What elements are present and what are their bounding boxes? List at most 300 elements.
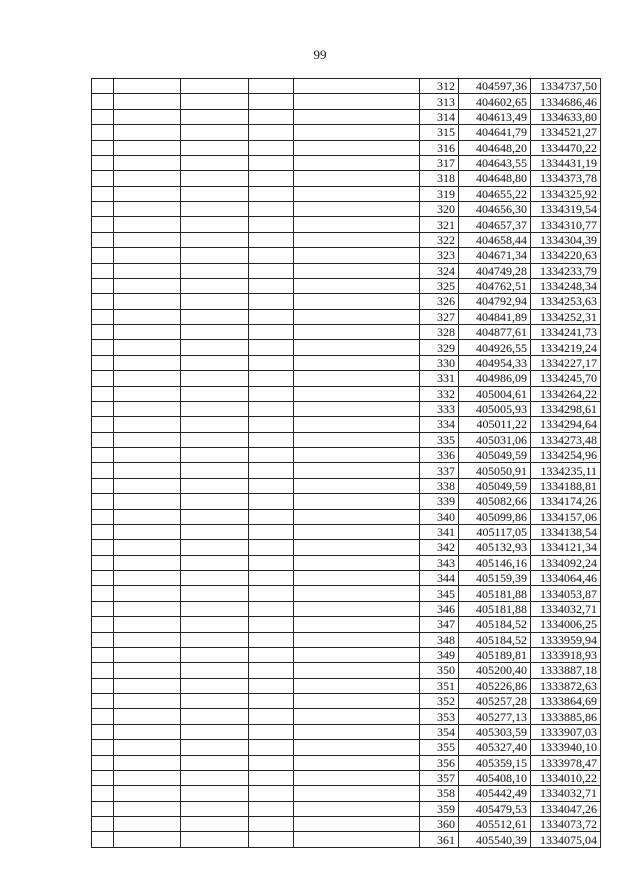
empty-cell xyxy=(249,79,294,94)
empty-cell xyxy=(181,678,249,693)
empty-cell xyxy=(181,448,249,463)
x-coordinate-cell: 404986,09 xyxy=(459,371,531,386)
y-coordinate-cell: 1334248,34 xyxy=(531,278,601,293)
point-number-cell: 312 xyxy=(420,79,459,94)
empty-cell xyxy=(92,217,114,232)
y-coordinate-cell: 1334010,22 xyxy=(531,770,601,785)
point-number-cell: 316 xyxy=(420,140,459,155)
x-coordinate-cell: 404655,22 xyxy=(459,186,531,201)
empty-cell xyxy=(181,202,249,217)
empty-cell xyxy=(92,586,114,601)
empty-cell xyxy=(114,463,181,478)
empty-cell xyxy=(114,448,181,463)
empty-cell xyxy=(181,94,249,109)
empty-cell xyxy=(294,401,420,416)
empty-cell xyxy=(249,755,294,770)
empty-cell xyxy=(114,94,181,109)
point-number-cell: 324 xyxy=(420,263,459,278)
empty-cell xyxy=(294,801,420,816)
point-number-cell: 337 xyxy=(420,463,459,478)
empty-cell xyxy=(92,463,114,478)
empty-cell xyxy=(294,509,420,524)
empty-cell xyxy=(114,401,181,416)
x-coordinate-cell: 405049,59 xyxy=(459,448,531,463)
empty-cell xyxy=(181,417,249,432)
point-number-cell: 328 xyxy=(420,325,459,340)
empty-cell xyxy=(294,663,420,678)
table-row xyxy=(92,417,601,432)
empty-cell xyxy=(249,309,294,324)
empty-cell xyxy=(92,294,114,309)
empty-cell xyxy=(114,155,181,170)
empty-cell xyxy=(92,740,114,755)
empty-cell xyxy=(92,694,114,709)
empty-cell xyxy=(294,171,420,186)
empty-cell xyxy=(181,79,249,94)
y-coordinate-cell: 1334737,50 xyxy=(531,79,601,94)
empty-cell xyxy=(294,540,420,555)
empty-cell xyxy=(249,386,294,401)
y-coordinate-cell: 1334264,22 xyxy=(531,386,601,401)
table-row xyxy=(92,94,601,109)
y-coordinate-cell: 1334138,54 xyxy=(531,524,601,539)
empty-cell xyxy=(249,340,294,355)
empty-cell xyxy=(181,817,249,832)
empty-cell xyxy=(249,94,294,109)
x-coordinate-cell: 405050,91 xyxy=(459,463,531,478)
table-row xyxy=(92,740,601,755)
empty-cell xyxy=(249,617,294,632)
y-coordinate-cell: 1334047,26 xyxy=(531,801,601,816)
table-row xyxy=(92,817,601,832)
table-row xyxy=(92,678,601,693)
empty-cell xyxy=(249,586,294,601)
empty-cell xyxy=(181,617,249,632)
y-coordinate-cell: 1334298,61 xyxy=(531,401,601,416)
empty-cell xyxy=(92,617,114,632)
y-coordinate-cell: 1334157,06 xyxy=(531,509,601,524)
empty-cell xyxy=(114,109,181,124)
x-coordinate-cell: 404926,55 xyxy=(459,340,531,355)
empty-cell xyxy=(114,755,181,770)
empty-cell xyxy=(294,248,420,263)
empty-cell xyxy=(114,555,181,570)
empty-cell xyxy=(249,140,294,155)
empty-cell xyxy=(181,463,249,478)
empty-cell xyxy=(114,248,181,263)
empty-cell xyxy=(114,79,181,94)
empty-cell xyxy=(181,509,249,524)
x-coordinate-cell: 404877,61 xyxy=(459,325,531,340)
empty-cell xyxy=(294,632,420,647)
empty-cell xyxy=(181,632,249,647)
x-coordinate-cell: 405005,93 xyxy=(459,401,531,416)
point-number-cell: 326 xyxy=(420,294,459,309)
x-coordinate-cell: 405099,86 xyxy=(459,509,531,524)
empty-cell xyxy=(114,355,181,370)
y-coordinate-cell: 1334073,72 xyxy=(531,817,601,832)
table-row xyxy=(92,755,601,770)
table-row xyxy=(92,401,601,416)
x-coordinate-cell: 405257,28 xyxy=(459,694,531,709)
empty-cell xyxy=(249,494,294,509)
empty-cell xyxy=(294,571,420,586)
y-coordinate-cell: 1334075,04 xyxy=(531,832,601,847)
empty-cell xyxy=(249,678,294,693)
y-coordinate-cell: 1334053,87 xyxy=(531,586,601,601)
empty-cell xyxy=(294,340,420,355)
empty-cell xyxy=(114,386,181,401)
y-coordinate-cell: 1334273,48 xyxy=(531,432,601,447)
empty-cell xyxy=(249,770,294,785)
y-coordinate-cell: 1334319,54 xyxy=(531,202,601,217)
coordinates-table xyxy=(91,78,601,848)
empty-cell xyxy=(181,801,249,816)
empty-cell xyxy=(294,709,420,724)
empty-cell xyxy=(294,832,420,847)
empty-cell xyxy=(114,601,181,616)
x-coordinate-cell: 404792,94 xyxy=(459,294,531,309)
x-coordinate-cell: 405277,13 xyxy=(459,709,531,724)
point-number-cell: 339 xyxy=(420,494,459,509)
empty-cell xyxy=(294,94,420,109)
x-coordinate-cell: 405408,10 xyxy=(459,770,531,785)
empty-cell xyxy=(294,125,420,140)
empty-cell xyxy=(249,632,294,647)
table-row xyxy=(92,571,601,586)
table-row xyxy=(92,340,601,355)
x-coordinate-cell: 404658,44 xyxy=(459,232,531,247)
y-coordinate-cell: 1333887,18 xyxy=(531,663,601,678)
empty-cell xyxy=(181,125,249,140)
y-coordinate-cell: 1334252,31 xyxy=(531,309,601,324)
empty-cell xyxy=(294,601,420,616)
table-row xyxy=(92,663,601,678)
empty-cell xyxy=(249,325,294,340)
empty-cell xyxy=(294,494,420,509)
empty-cell xyxy=(114,647,181,662)
y-coordinate-cell: 1333918,93 xyxy=(531,647,601,662)
table-row xyxy=(92,278,601,293)
table-row xyxy=(92,724,601,739)
empty-cell xyxy=(92,278,114,293)
empty-cell xyxy=(249,278,294,293)
empty-cell xyxy=(249,663,294,678)
point-number-cell: 330 xyxy=(420,355,459,370)
x-coordinate-cell: 405004,61 xyxy=(459,386,531,401)
empty-cell xyxy=(92,140,114,155)
coordinates-table-body xyxy=(92,79,601,848)
empty-cell xyxy=(92,448,114,463)
empty-cell xyxy=(181,340,249,355)
empty-cell xyxy=(92,632,114,647)
empty-cell xyxy=(294,647,420,662)
x-coordinate-cell: 404597,36 xyxy=(459,79,531,94)
empty-cell xyxy=(92,817,114,832)
x-coordinate-cell: 405303,59 xyxy=(459,724,531,739)
table-row xyxy=(92,432,601,447)
empty-cell xyxy=(92,601,114,616)
x-coordinate-cell: 405359,15 xyxy=(459,755,531,770)
table-row xyxy=(92,186,601,201)
x-coordinate-cell: 404841,89 xyxy=(459,309,531,324)
empty-cell xyxy=(181,647,249,662)
empty-cell xyxy=(249,740,294,755)
x-coordinate-cell: 405479,53 xyxy=(459,801,531,816)
x-coordinate-cell: 405159,39 xyxy=(459,571,531,586)
x-coordinate-cell: 405512,61 xyxy=(459,817,531,832)
empty-cell xyxy=(181,601,249,616)
empty-cell xyxy=(92,401,114,416)
empty-cell xyxy=(114,140,181,155)
empty-cell xyxy=(92,801,114,816)
point-number-cell: 318 xyxy=(420,171,459,186)
table-row xyxy=(92,463,601,478)
empty-cell xyxy=(114,125,181,140)
point-number-cell: 345 xyxy=(420,586,459,601)
y-coordinate-cell: 1334245,70 xyxy=(531,371,601,386)
empty-cell xyxy=(181,294,249,309)
point-number-cell: 344 xyxy=(420,571,459,586)
table-row xyxy=(92,555,601,570)
y-coordinate-cell: 1334064,46 xyxy=(531,571,601,586)
empty-cell xyxy=(92,678,114,693)
empty-cell xyxy=(114,740,181,755)
y-coordinate-cell: 1334325,92 xyxy=(531,186,601,201)
empty-cell xyxy=(249,371,294,386)
empty-cell xyxy=(181,432,249,447)
y-coordinate-cell: 1334032,71 xyxy=(531,601,601,616)
x-coordinate-cell: 405200,40 xyxy=(459,663,531,678)
point-number-cell: 356 xyxy=(420,755,459,770)
empty-cell xyxy=(114,263,181,278)
y-coordinate-cell: 1334373,78 xyxy=(531,171,601,186)
y-coordinate-cell: 1334174,26 xyxy=(531,494,601,509)
empty-cell xyxy=(294,263,420,278)
y-coordinate-cell: 1334431,19 xyxy=(531,155,601,170)
x-coordinate-cell: 404954,33 xyxy=(459,355,531,370)
x-coordinate-cell: 405082,66 xyxy=(459,494,531,509)
empty-cell xyxy=(114,417,181,432)
table-row xyxy=(92,386,601,401)
empty-cell xyxy=(249,417,294,432)
x-coordinate-cell: 404613,49 xyxy=(459,109,531,124)
empty-cell xyxy=(249,109,294,124)
x-coordinate-cell: 405132,93 xyxy=(459,540,531,555)
point-number-cell: 320 xyxy=(420,202,459,217)
empty-cell xyxy=(249,355,294,370)
empty-cell xyxy=(181,724,249,739)
table-row xyxy=(92,632,601,647)
empty-cell xyxy=(181,263,249,278)
point-number-cell: 342 xyxy=(420,540,459,555)
y-coordinate-cell: 1334241,73 xyxy=(531,325,601,340)
x-coordinate-cell: 404749,28 xyxy=(459,263,531,278)
empty-cell xyxy=(181,401,249,416)
y-coordinate-cell: 1334521,27 xyxy=(531,125,601,140)
y-coordinate-cell: 1334304,39 xyxy=(531,232,601,247)
x-coordinate-cell: 404671,34 xyxy=(459,248,531,263)
empty-cell xyxy=(114,278,181,293)
empty-cell xyxy=(249,509,294,524)
y-coordinate-cell: 1334006,25 xyxy=(531,617,601,632)
empty-cell xyxy=(294,786,420,801)
empty-cell xyxy=(249,125,294,140)
empty-cell xyxy=(249,555,294,570)
empty-cell xyxy=(249,432,294,447)
empty-cell xyxy=(114,663,181,678)
empty-cell xyxy=(92,186,114,201)
empty-cell xyxy=(114,432,181,447)
empty-cell xyxy=(294,555,420,570)
empty-cell xyxy=(114,801,181,816)
empty-cell xyxy=(294,186,420,201)
empty-cell xyxy=(249,540,294,555)
empty-cell xyxy=(92,340,114,355)
empty-cell xyxy=(249,601,294,616)
point-number-cell: 322 xyxy=(420,232,459,247)
empty-cell xyxy=(294,325,420,340)
x-coordinate-cell: 405181,88 xyxy=(459,601,531,616)
empty-cell xyxy=(294,678,420,693)
y-coordinate-cell: 1334633,80 xyxy=(531,109,601,124)
x-coordinate-cell: 405540,39 xyxy=(459,832,531,847)
empty-cell xyxy=(294,463,420,478)
point-number-cell: 361 xyxy=(420,832,459,847)
point-number-cell: 353 xyxy=(420,709,459,724)
empty-cell xyxy=(92,724,114,739)
point-number-cell: 334 xyxy=(420,417,459,432)
x-coordinate-cell: 405031,06 xyxy=(459,432,531,447)
empty-cell xyxy=(92,386,114,401)
empty-cell xyxy=(294,278,420,293)
empty-cell xyxy=(181,217,249,232)
table-row xyxy=(92,478,601,493)
empty-cell xyxy=(249,571,294,586)
empty-cell xyxy=(92,755,114,770)
empty-cell xyxy=(92,371,114,386)
empty-cell xyxy=(294,109,420,124)
empty-cell xyxy=(294,232,420,247)
empty-cell xyxy=(249,448,294,463)
empty-cell xyxy=(114,817,181,832)
empty-cell xyxy=(294,586,420,601)
empty-cell xyxy=(294,694,420,709)
empty-cell xyxy=(92,202,114,217)
point-number-cell: 323 xyxy=(420,248,459,263)
empty-cell xyxy=(181,478,249,493)
empty-cell xyxy=(249,817,294,832)
point-number-cell: 327 xyxy=(420,309,459,324)
table-row xyxy=(92,647,601,662)
y-coordinate-cell: 1333940,10 xyxy=(531,740,601,755)
y-coordinate-cell: 1333907,03 xyxy=(531,724,601,739)
x-coordinate-cell: 405011,22 xyxy=(459,417,531,432)
point-number-cell: 354 xyxy=(420,724,459,739)
empty-cell xyxy=(249,694,294,709)
x-coordinate-cell: 405189,81 xyxy=(459,647,531,662)
y-coordinate-cell: 1334294,64 xyxy=(531,417,601,432)
y-coordinate-cell: 1333872,63 xyxy=(531,678,601,693)
y-coordinate-cell: 1334253,63 xyxy=(531,294,601,309)
table-row xyxy=(92,601,601,616)
table-row xyxy=(92,309,601,324)
empty-cell xyxy=(181,555,249,570)
empty-cell xyxy=(92,171,114,186)
empty-cell xyxy=(294,817,420,832)
empty-cell xyxy=(92,663,114,678)
empty-cell xyxy=(114,832,181,847)
y-coordinate-cell: 1334254,96 xyxy=(531,448,601,463)
point-number-cell: 333 xyxy=(420,401,459,416)
empty-cell xyxy=(181,694,249,709)
table-row xyxy=(92,171,601,186)
empty-cell xyxy=(114,171,181,186)
x-coordinate-cell: 405049,59 xyxy=(459,478,531,493)
empty-cell xyxy=(92,832,114,847)
empty-cell xyxy=(181,109,249,124)
y-coordinate-cell: 1333978,47 xyxy=(531,755,601,770)
empty-cell xyxy=(294,217,420,232)
empty-cell xyxy=(181,186,249,201)
empty-cell xyxy=(92,94,114,109)
empty-cell xyxy=(181,832,249,847)
empty-cell xyxy=(249,294,294,309)
x-coordinate-cell: 405146,16 xyxy=(459,555,531,570)
point-number-cell: 351 xyxy=(420,678,459,693)
point-number-cell: 325 xyxy=(420,278,459,293)
x-coordinate-cell: 404643,55 xyxy=(459,155,531,170)
empty-cell xyxy=(294,417,420,432)
empty-cell xyxy=(92,325,114,340)
empty-cell xyxy=(92,509,114,524)
x-coordinate-cell: 404657,37 xyxy=(459,217,531,232)
table-row xyxy=(92,202,601,217)
empty-cell xyxy=(249,263,294,278)
empty-cell xyxy=(92,125,114,140)
empty-cell xyxy=(181,309,249,324)
empty-cell xyxy=(114,325,181,340)
table-row xyxy=(92,125,601,140)
empty-cell xyxy=(114,617,181,632)
empty-cell xyxy=(249,463,294,478)
empty-cell xyxy=(114,786,181,801)
empty-cell xyxy=(249,524,294,539)
table-row xyxy=(92,540,601,555)
empty-cell xyxy=(114,694,181,709)
empty-cell xyxy=(114,294,181,309)
empty-cell xyxy=(114,202,181,217)
empty-cell xyxy=(114,770,181,785)
point-number-cell: 332 xyxy=(420,386,459,401)
empty-cell xyxy=(294,755,420,770)
empty-cell xyxy=(92,540,114,555)
table-row xyxy=(92,263,601,278)
x-coordinate-cell: 405117,05 xyxy=(459,524,531,539)
y-coordinate-cell: 1334235,11 xyxy=(531,463,601,478)
empty-cell xyxy=(181,755,249,770)
empty-cell xyxy=(181,355,249,370)
point-number-cell: 315 xyxy=(420,125,459,140)
table-row xyxy=(92,770,601,785)
empty-cell xyxy=(294,155,420,170)
point-number-cell: 336 xyxy=(420,448,459,463)
empty-cell xyxy=(114,340,181,355)
empty-cell xyxy=(114,724,181,739)
empty-cell xyxy=(181,494,249,509)
table-row xyxy=(92,709,601,724)
y-coordinate-cell: 1334470,22 xyxy=(531,140,601,155)
